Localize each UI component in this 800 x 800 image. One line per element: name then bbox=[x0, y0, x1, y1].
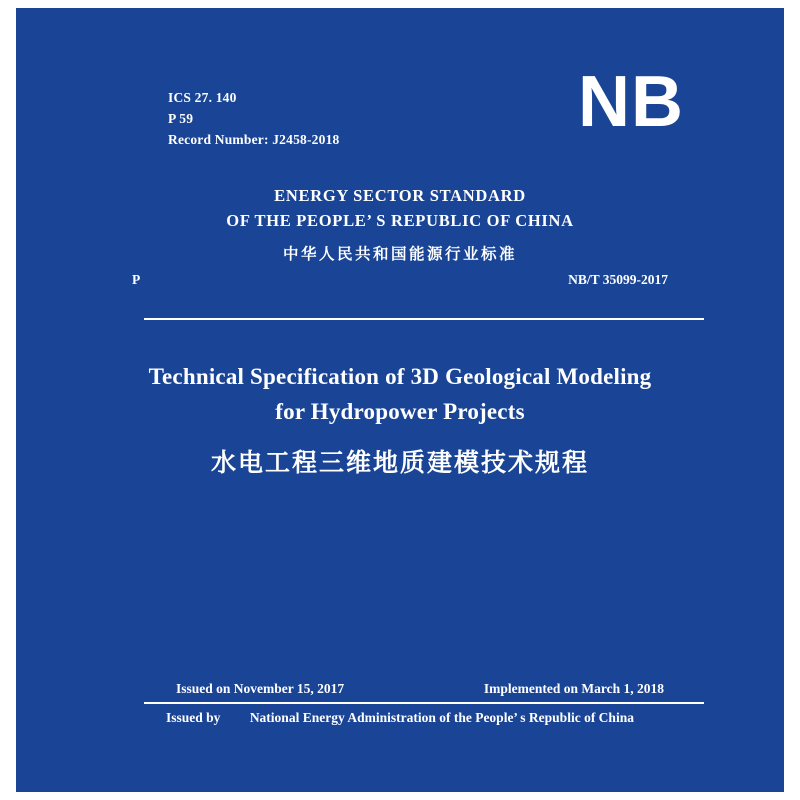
identifier-block bbox=[168, 88, 339, 151]
implemented-date: Implemented on March 1, 2018 bbox=[483, 681, 664, 696]
record-number: Record Number: J2458-2018 bbox=[168, 131, 340, 147]
title-chinese: 水电工程三维地质建模技术规程 bbox=[210, 448, 589, 477]
category-letter: P bbox=[132, 272, 141, 287]
standard-name-line2: OF THE PEOPLE’ S REPUBLIC OF CHINA bbox=[226, 210, 574, 230]
title-english-line1: Technical Specification of 3D Geological Modeling bbox=[148, 364, 652, 389]
standard-number: NB/T 35099-2017 bbox=[568, 272, 668, 287]
dates-row bbox=[176, 681, 664, 697]
divider-top bbox=[144, 318, 704, 320]
standard-name-block bbox=[16, 184, 784, 264]
issued-date: Issued on November 15, 2017 bbox=[176, 681, 345, 696]
nb-logo: NB bbox=[578, 62, 684, 142]
title-block bbox=[76, 360, 724, 479]
ics-number: ICS 27. 140 bbox=[168, 90, 237, 105]
classification-code: P 59 bbox=[168, 110, 194, 126]
standard-name-chinese: 中华人民共和国能源行业标准 bbox=[282, 244, 517, 263]
code-row bbox=[132, 272, 668, 288]
issuer-label: Issued by bbox=[166, 710, 221, 725]
issuer-organization: National Energy Administration of the People’ s Republic of China bbox=[249, 710, 634, 725]
divider-bottom bbox=[144, 702, 704, 704]
issuer-row bbox=[16, 710, 784, 726]
standard-name-line1: ENERGY SECTOR STANDARD bbox=[274, 186, 526, 205]
title-english-line2: for Hydropower Projects bbox=[275, 398, 525, 424]
standard-cover bbox=[16, 8, 784, 792]
